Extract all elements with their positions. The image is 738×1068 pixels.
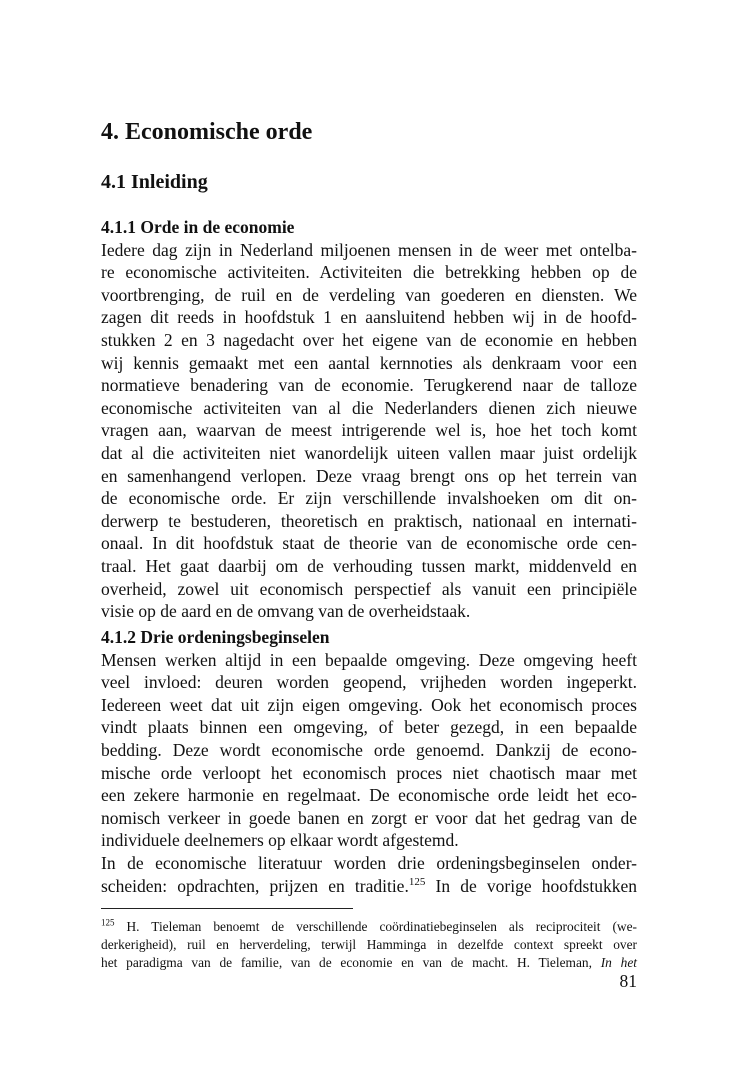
paragraph-line: Iedereen weet dat uit zijn eigen omgeving. Ook het economisch proces (101, 694, 637, 715)
paragraph-line: re economische activiteiten. Activiteiten die betrekking hebben op de (101, 262, 637, 283)
paragraph-line: mische orde verloopt het economisch proces niet chaotisch maar met (101, 762, 637, 783)
paragraph-line: Iedere dag zijn in Nederland miljoenen mensen in de weer met ontelba- (101, 239, 637, 260)
footnote-reference[interactable]: 125 (408, 875, 426, 888)
subsection-title: 4.1.1 Orde in de economie (101, 217, 295, 237)
page-number: 81 (619, 971, 637, 991)
paragraph-line: vragen aan, waarvan de meest intrigerende wel is, hoe het toch komt (101, 420, 637, 441)
subsection-orde-in-de-economie (101, 216, 637, 623)
chapter-title: 4. Economische orde (101, 119, 313, 145)
paragraph-line: de economische orde. Er zijn verschillende invalshoeken om dit on- (101, 488, 637, 509)
subsection-drie-ordeningsbeginselen (101, 626, 637, 897)
paragraph-line: onaal. In dit hoofdstuk staat de theorie van de economische orde cen- (101, 533, 637, 554)
subsection-title: 4.1.2 Drie ordeningsbeginselen (101, 627, 330, 647)
paragraph-line: wij kennis gemaakt met een aantal kernnoties als denkraam voor een (101, 352, 637, 373)
paragraph-line: derwerp te bestuderen, theoretisch en praktisch, nationaal en internati- (101, 510, 637, 531)
footnote-text: het paradigma van de familie, van de economie en van de macht. H. Tieleman, (101, 954, 601, 970)
paragraph-line: voortbrenging, de ruil en de verdeling van goederen en diensten. We (101, 284, 637, 305)
footnote (101, 918, 637, 971)
paragraph-line: individuele deelnemers op elkaar wordt afgestemd. (101, 830, 459, 851)
paragraph-line: vindt plaats binnen een omgeving, of beter gezegd, in een bepaalde (101, 717, 637, 738)
footnote-number: 125 (101, 917, 115, 928)
paragraph-line: normatieve benadering van de economie. Terugkerend naar de talloze (101, 375, 637, 396)
paragraph-line: dat al die activiteiten niet wanordelijk uiteen vallen maar juist ordelijk (101, 442, 637, 463)
footnote-divider (101, 908, 353, 909)
footnote-line (101, 954, 637, 972)
paragraph-line: en samenhangend verlopen. Deze vraag brengt ons op het terrein van (101, 465, 637, 486)
paragraph-line: Mensen werken altijd in een bepaalde omgeving. Deze omgeving heeft (101, 649, 637, 670)
paragraph-line: nomisch verkeer in goede banen en zorgt er voor dat het gedrag van de (101, 807, 637, 828)
paragraph-text: In de vorige hoofdstukken (425, 875, 637, 896)
footnote-line: derkerigheid), ruil en herverdeling, terwijl Hamminga in dezelfde context spreekt over (101, 936, 637, 952)
section-title: 4.1 Inleiding (101, 171, 208, 193)
paragraph-line: zagen dit reeds in hoofdstuk 1 en aansluitend hebben wij in de hoofd- (101, 307, 637, 328)
paragraph-line: stukken 2 en 3 nagedacht over het eigene van de economie en hebben (101, 329, 637, 350)
paragraph-line: bedding. Deze wordt economische orde genoemd. Dankzij de econo- (101, 739, 637, 760)
paragraph-line-with-footnote-ref (101, 875, 637, 898)
paragraph-line: traal. Het gaat daarbij om de verhouding tussen markt, middenveld en (101, 555, 637, 576)
paragraph-line: economische activiteiten van al die Nederlanders dienen zich nieuwe (101, 397, 637, 418)
footnote-italic-title: In het (600, 954, 637, 970)
paragraph-line: een zekere harmonie en regelmaat. De economische orde leidt het eco- (101, 785, 637, 806)
paragraph-line: In de economische literatuur worden drie ordeningsbeginselen onder- (101, 852, 637, 873)
paragraph-line: visie op de aard en de omvang van de overheidstaak. (101, 601, 471, 622)
footnote-line (101, 918, 637, 936)
paragraph-line: overheid, zowel uit economisch perspectief als vanuit een principiële (101, 578, 637, 599)
footnote-text: H. Tieleman benoemt de verschillende coördinatiebeginselen als reciprociteit (we- (114, 919, 637, 934)
paragraph-text: scheiden: opdrachten, prijzen en traditie. (101, 875, 409, 896)
paragraph-line: veel invloed: deuren worden geopend, vrijheden worden ingeperkt. (101, 672, 637, 693)
